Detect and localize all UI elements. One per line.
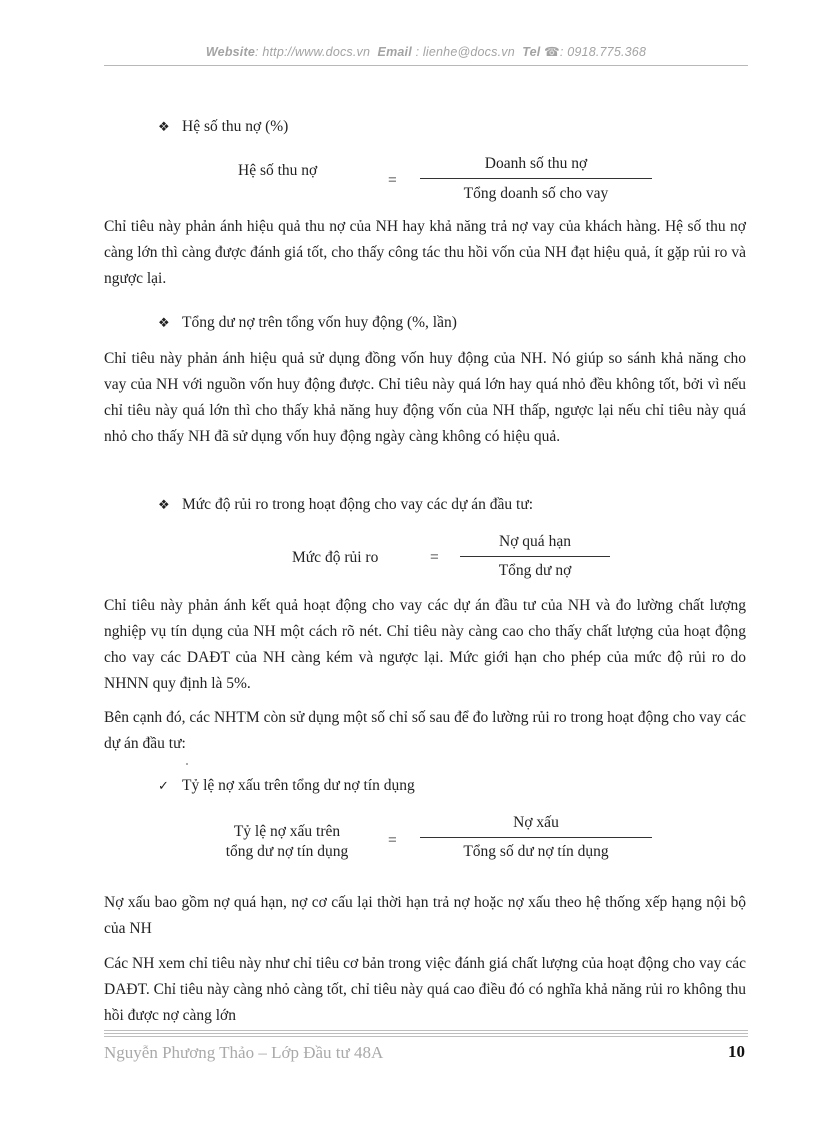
paragraph-6: Các NH xem chỉ tiêu này như chỉ tiêu cơ bản trong việc đánh giá chất lượng của hoạt động cho vay các DAĐT. Chỉ tiêu này càng nhỏ càng tốt, chỉ tiêu này quá cao điều đó có nghĩa khả năng rủi ro không thu hồi được nợ càng lớn bbox=[104, 955, 746, 1024]
paragraph-3: Chỉ tiêu này phản ánh kết quả hoạt động cho vay các dự án đầu tư của NH và đo lường chất lượng nghiệp vụ tín dụng của NH một cách rõ nét. Chỉ tiêu này càng cao cho thấy chất lượng của hoạt động cho vay các DAĐT của NH càng kém và ngược lại. Mức giới hạn cho phép của mức độ rủi ro do NHNN quy định là 5%. bbox=[104, 597, 746, 692]
phone-icon: ☎ bbox=[544, 45, 560, 59]
diamond-bullet-icon: ❖ bbox=[158, 315, 170, 330]
formula-2-numerator: Nợ quá hạn bbox=[499, 533, 571, 550]
formula-3-equals: = bbox=[388, 832, 397, 849]
page-number: 10 bbox=[728, 1042, 745, 1061]
paragraph-5: Nợ xấu bao gồm nợ quá hạn, nợ cơ cấu lại thời hạn trả nợ hoặc nợ xấu theo hệ thống xếp hạng nội bộ của NH bbox=[104, 894, 746, 937]
formula-3-numerator: Nợ xấu bbox=[513, 814, 559, 831]
formula-2-equals: = bbox=[430, 549, 439, 566]
section-heading-text: Tỷ lệ nợ xấu trên tổng dư nợ tín dụng bbox=[182, 777, 415, 794]
section-heading-collection-ratio bbox=[158, 118, 288, 136]
formula-3-label-line-1: Tỷ lệ nợ xấu trên bbox=[233, 823, 341, 840]
formula-1-equals: = bbox=[388, 172, 397, 189]
page-header bbox=[104, 44, 748, 59]
formula-3-denominator: Tổng số dư nợ tín dụng bbox=[463, 843, 609, 860]
website-label: Website bbox=[205, 45, 255, 59]
email-label: Email bbox=[377, 45, 412, 59]
diamond-bullet-icon: ❖ bbox=[158, 119, 170, 134]
formula-2-denominator: Tổng dư nợ bbox=[498, 562, 572, 579]
section-heading-risk-level bbox=[158, 496, 533, 514]
section-heading-text: Tổng dư nợ trên tổng vốn huy động (%, lần) bbox=[182, 314, 457, 331]
formula-2-label: Mức độ rủi ro bbox=[292, 549, 379, 566]
formula-1-label: Hệ số thu nợ bbox=[238, 162, 318, 179]
section-heading-text: Hệ số thu nợ (%) bbox=[182, 118, 289, 135]
formula-1-fraction-bar bbox=[420, 178, 652, 179]
tel-value: : 0918.775.368 bbox=[559, 45, 647, 59]
formula-3-label-line-2: tổng dư nợ tín dụng bbox=[225, 843, 349, 860]
formula-2-fraction-bar bbox=[460, 556, 610, 557]
footer-divider-2 bbox=[104, 1033, 748, 1034]
section-heading-npl-ratio bbox=[158, 777, 415, 795]
footer-divider-3 bbox=[104, 1036, 748, 1037]
section-heading-loan-to-deposit bbox=[158, 314, 457, 332]
footer-author: Nguyễn Phương Thảo – Lớp Đầu tư 48A bbox=[104, 1043, 384, 1062]
header-divider bbox=[104, 65, 748, 66]
footer-divider-1 bbox=[104, 1030, 748, 1031]
diamond-bullet-icon: ❖ bbox=[158, 497, 170, 512]
checkmark-bullet-icon: ✓ bbox=[158, 778, 169, 793]
email-value: : lienhe@docs.vn bbox=[415, 45, 515, 59]
formula-1-numerator: Doanh số thu nợ bbox=[484, 155, 588, 172]
formula-1-denominator: Tổng doanh số cho vay bbox=[463, 185, 609, 202]
paragraph-1: Chỉ tiêu này phản ánh hiệu quả thu nợ của NH hay khả năng trả nợ vay của khách hàng. Hệ số thu nợ càng lớn thì càng được đánh giá tốt, cho thấy công tác thu hồi vốn của NH đạt hiệu quả, ít gặp rủi ro và ngược lại. bbox=[104, 218, 746, 287]
website-value: : http://www.docs.vn bbox=[255, 45, 371, 59]
section-heading-text: Mức độ rủi ro trong hoạt động cho vay các dự án đầu tư: bbox=[182, 496, 534, 513]
tel-label: Tel bbox=[522, 45, 541, 59]
formula-3-fraction-bar bbox=[420, 837, 652, 838]
stray-mark bbox=[186, 763, 188, 765]
paragraph-4: Bên cạnh đó, các NHTM còn sử dụng một số chỉ số sau để đo lường rủi ro trong hoạt động cho vay các dự án đầu tư: bbox=[104, 709, 746, 752]
paragraph-2: Chỉ tiêu này phản ánh hiệu quả sử dụng đồng vốn huy động của NH. Nó giúp so sánh khả năng cho vay của NH với nguồn vốn huy động được. Chỉ tiêu này quá lớn hay quá nhỏ đều không tốt, bởi vì nếu chỉ tiêu này quá lớn thì cho thấy khả năng huy động vốn của NH thấp, ngược lại nếu chỉ tiêu này quá nhỏ cho thấy NH đã sử dụng vốn huy động ngày càng không có hiệu quả. bbox=[104, 350, 746, 445]
